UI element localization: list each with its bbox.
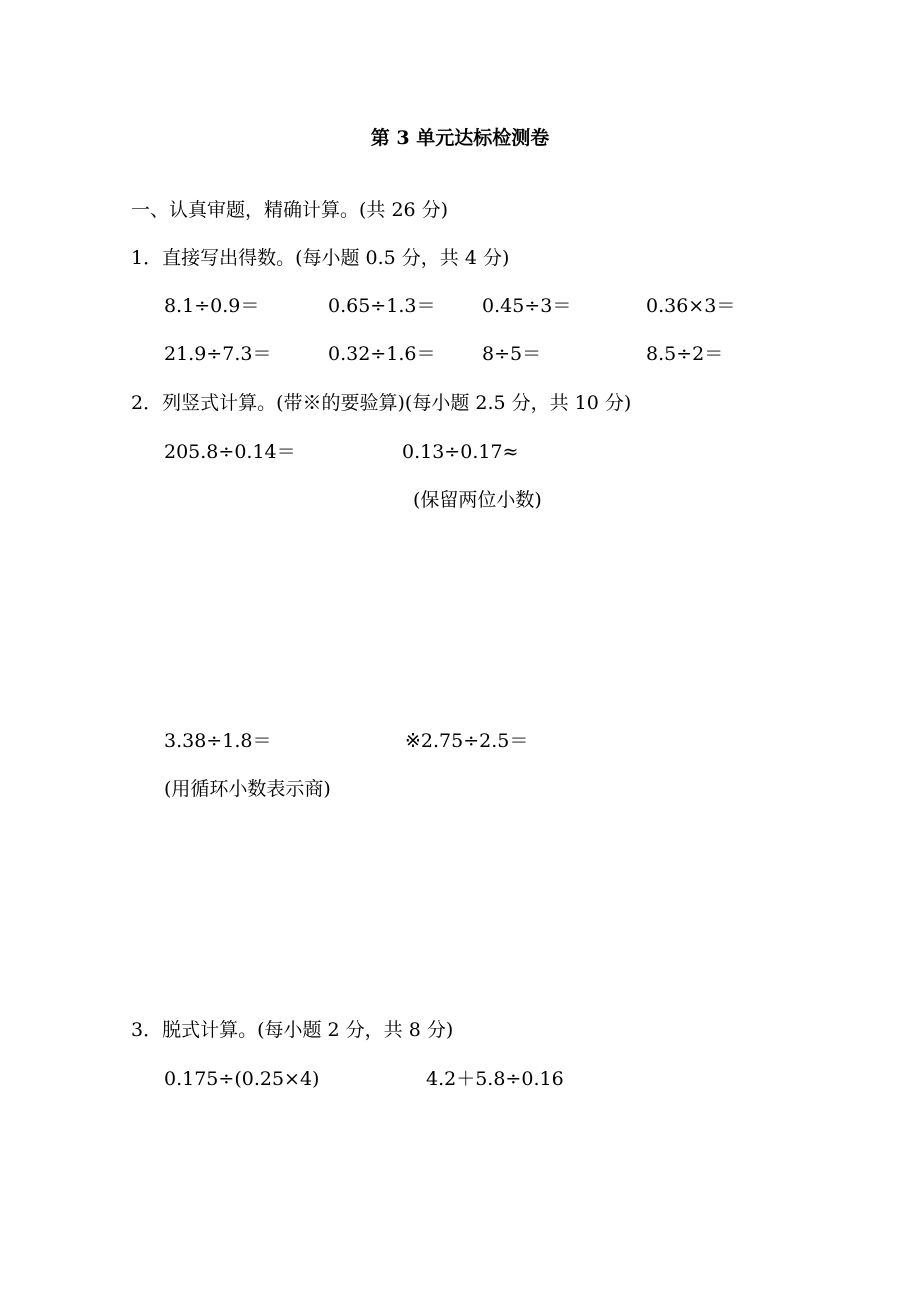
q1-item-2: 0.65÷1.3＝ xyxy=(328,295,436,317)
section-heading: 一、认真审题，精确计算。(共 26 分) xyxy=(131,199,449,221)
q2-item-2: 0.13÷0.17≈ xyxy=(402,441,519,463)
q1-item-1: 8.1÷0.9＝ xyxy=(164,295,260,317)
question-2-label: 2．列竖式计算。(带※的要验算)(每小题 2.5 分，共 10 分) xyxy=(131,392,632,414)
q2-item-3: 3.38÷1.8＝ xyxy=(164,730,272,752)
q1-item-5: 21.9÷7.3＝ xyxy=(164,343,272,365)
q3-item-1: 0.175÷(0.25×4) xyxy=(164,1068,320,1090)
q1-item-7: 8÷5＝ xyxy=(482,343,542,365)
q2-note-2: (用循环小数表示商) xyxy=(164,778,331,800)
question-1-label: 1．直接写出得数。(每小题 0.5 分，共 4 分) xyxy=(131,247,510,269)
q2-item-4: ※2.75÷2.5＝ xyxy=(405,730,529,752)
q2-item-1: 205.8÷0.14＝ xyxy=(164,441,296,463)
q1-item-3: 0.45÷3＝ xyxy=(482,295,572,317)
question-3-label: 3．脱式计算。(每小题 2 分，共 8 分) xyxy=(131,1019,454,1041)
page-title: 第 3 单元达标检测卷 xyxy=(370,127,550,149)
q2-note-1: (保留两位小数) xyxy=(413,489,542,511)
q3-item-2: 4.2＋5.8÷0.16 xyxy=(426,1068,564,1090)
q1-item-6: 0.32÷1.6＝ xyxy=(328,343,436,365)
q1-item-8: 8.5÷2＝ xyxy=(646,343,724,365)
q1-item-4: 0.36×3＝ xyxy=(646,295,736,317)
